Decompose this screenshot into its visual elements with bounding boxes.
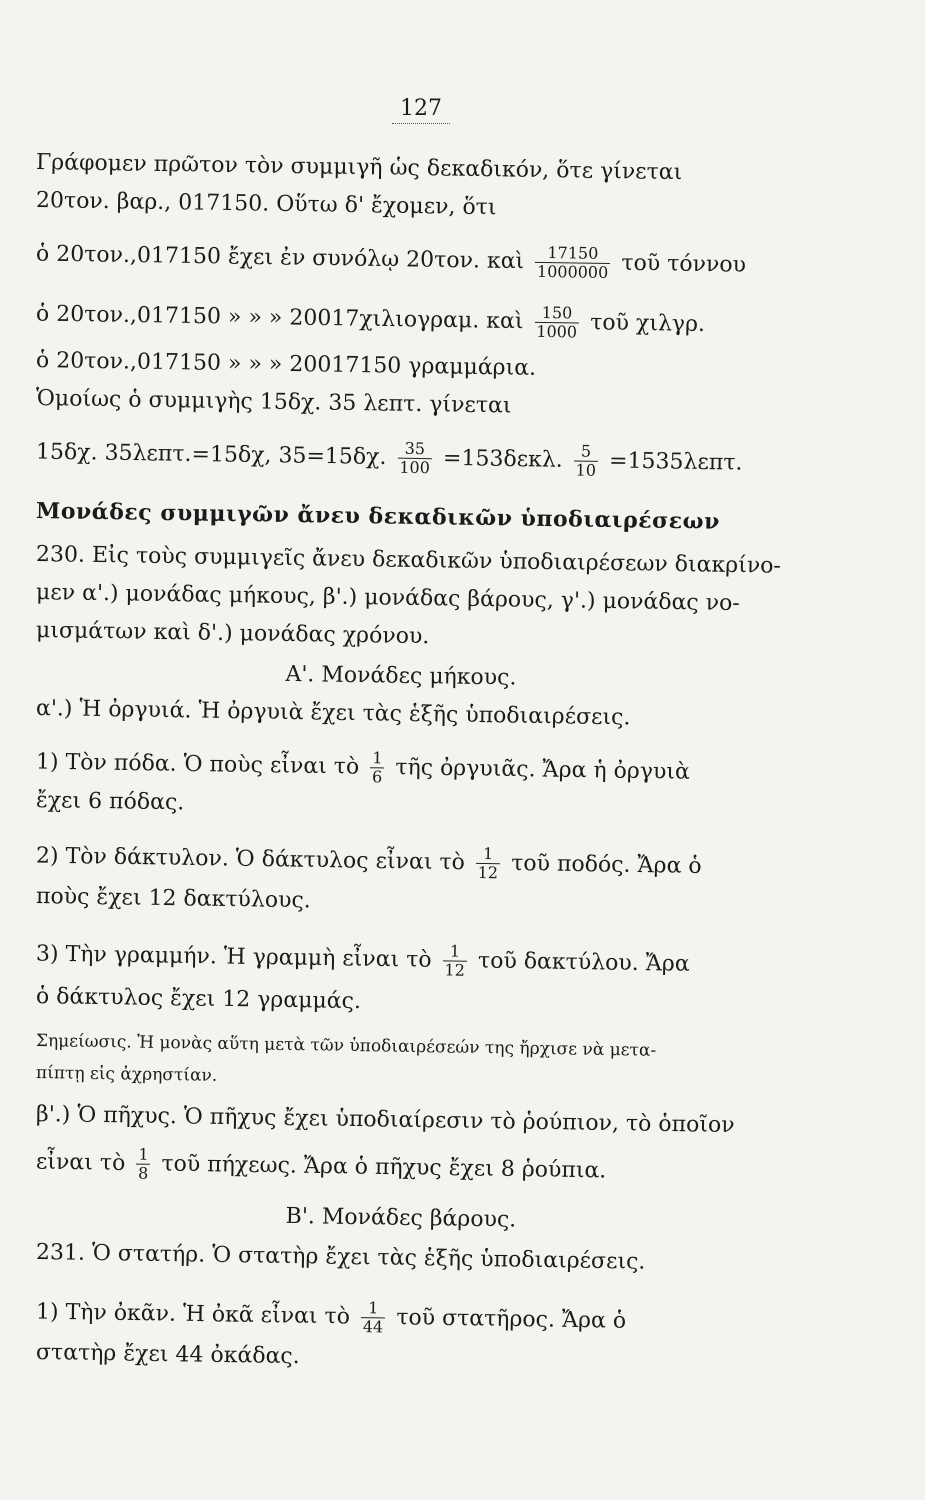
equation-line xyxy=(36,296,766,344)
numerator: 35 xyxy=(397,440,432,460)
fraction xyxy=(370,749,385,786)
numerator: 1 xyxy=(361,1299,386,1318)
text-line: ὁ δάκτυλος ἔχει 12 γραμμάς. xyxy=(35,984,362,1015)
text-line xyxy=(36,744,766,792)
fraction xyxy=(397,440,432,478)
numerator: 1 xyxy=(370,749,384,768)
equation-line: ὁ 20τον.,017150 » » » 20017150 γραμμάρια. xyxy=(35,348,537,381)
text-line: 231. Ὁ στατήρ. Ὁ στατὴρ ἔχει τὰς ἑξῆς ὑποδιαιρέσεις. xyxy=(35,1240,646,1275)
note-line: πίπτῃ εἰς ἀχρηστίαν. xyxy=(35,1063,218,1086)
denominator: 10 xyxy=(575,460,597,480)
equation-text: τοῦ τόννου xyxy=(621,250,747,278)
item-text: 2) Τὸν δάκτυλον. Ὁ δάκτυλος εἶναι τὸ xyxy=(35,843,466,876)
item-text: 3) Τὴν γραμμήν. Ἡ γραμμὴ εἶναι τὸ xyxy=(35,941,432,973)
denominator: 44 xyxy=(362,1317,384,1337)
text-line: 230. Εἰς τοὺς συμμιγεῖς ἄνευ δεκαδικῶν ὑποδιαιρέσεων διακρίνο- xyxy=(35,542,782,579)
text-line xyxy=(36,838,766,886)
denominator: 1000000 xyxy=(536,261,609,282)
denominator: 12 xyxy=(444,960,466,980)
text-line: Γράφομεν πρῶτον τὸν συμμιγῆ ὡς δεκαδικόν, ὅτε γίνεται xyxy=(35,150,683,186)
denominator: 6 xyxy=(371,767,383,787)
equation-text: τοῦ χιλγρ. xyxy=(590,310,706,338)
equation-line xyxy=(36,236,766,284)
fraction xyxy=(573,442,598,479)
item-text: 1) Τὸν πόδα. Ὁ ποὺς εἶναι τὸ xyxy=(35,749,360,780)
fraction xyxy=(361,1299,386,1336)
numerator: 150 xyxy=(534,304,579,324)
equation-text: 15δχ. 35λεπτ.=15δχ, 35=15δχ. xyxy=(35,439,387,471)
text-line xyxy=(36,1294,766,1342)
numerator: 1 xyxy=(136,1146,150,1165)
item-text: τοῦ στατῆρος. Ἄρα ὁ xyxy=(396,1305,627,1334)
numerator: 5 xyxy=(574,442,599,461)
numerator: 1 xyxy=(476,845,501,864)
note-line: Σημείωσις. Ἡ μονὰς αὕτη μετὰ τῶν ὑποδιαιρέσεών της ἤρχισε νὰ μετα- xyxy=(35,1031,657,1061)
text-line xyxy=(36,1144,766,1192)
item-text: τοῦ πήχεως. Ἄρα ὁ πῆχυς ἔχει 8 ῥούπια. xyxy=(161,1151,607,1184)
fraction xyxy=(535,244,611,282)
denominator: 8 xyxy=(137,1163,149,1183)
text-line: στατὴρ ἔχει 44 ὀκάδας. xyxy=(35,1340,300,1370)
equation-text: =153δεκλ. xyxy=(442,445,563,473)
denominator: 100 xyxy=(399,457,431,478)
numerator: 1 xyxy=(443,942,468,961)
fraction xyxy=(442,942,467,979)
subsection-heading: Α'. Μονάδες μήκους. xyxy=(285,661,517,691)
page-number: 127 xyxy=(392,96,450,124)
item-text: τοῦ δακτύλου. Ἄρα xyxy=(477,948,690,977)
text-line: Ὁμοίως ὁ συμμιγὴς 15δχ. 35 λεπτ. γίνεται xyxy=(35,386,512,419)
fraction xyxy=(534,304,579,342)
denominator: 12 xyxy=(477,862,499,883)
item-text: τοῦ ποδός. Ἄρα ὁ xyxy=(511,850,702,879)
text-line: μισμάτων καὶ δ'.) μονάδας χρόνου. xyxy=(35,618,430,650)
equation-line xyxy=(36,434,766,482)
text-line: ἔχει 6 πόδας. xyxy=(35,788,185,816)
numerator: 17150 xyxy=(535,244,611,264)
text-line: α'.) Ἡ ὀργυιά. Ἡ ὀργυιὰ ἔχει τὰς ἑξῆς ὑποδιαιρέσεις. xyxy=(35,696,631,731)
item-text: 1) Τὴν ὀκᾶν. Ἡ ὀκᾶ εἶναι τὸ xyxy=(35,1299,351,1330)
text-line: ποὺς ἔχει 12 δακτύλους. xyxy=(35,884,311,914)
text-line: 20τον. βαρ., 017150. Οὕτω δ' ἔχομεν, ὅτι xyxy=(35,188,497,221)
text-line: μεν α'.) μονάδας μήκους, β'.) μονάδας βάρους, γ'.) μονάδας νο- xyxy=(35,580,740,617)
equation-text: ὁ 20τον.,017150 » » » 20017χιλιογραμ. καὶ xyxy=(35,301,524,335)
subsection-heading: Β'. Μονάδες βάρους. xyxy=(285,1203,517,1233)
equation-text: ὁ 20τον.,017150 ἔχει ἐν συνόλῳ 20τον. καὶ xyxy=(35,241,525,275)
text-line xyxy=(36,936,766,984)
item-text: τῆς ὀργυιᾶς. Ἄρα ἡ ὀργυιὰ xyxy=(395,755,690,785)
fraction xyxy=(476,845,501,882)
text-line: β'.) Ὁ πῆχυς. Ὁ πῆχυς ἔχει ὑποδιαίρεσιν τὸ ῥούπιον, τὸ ὁποῖον xyxy=(35,1102,735,1138)
section-heading: Μονάδες συμμιγῶν ἄνευ δεκαδικῶν ὑποδιαιρέσεων xyxy=(35,498,721,535)
denominator: 1000 xyxy=(536,321,578,342)
fraction xyxy=(136,1146,151,1183)
equation-text: =1535λεπτ. xyxy=(608,448,743,476)
item-text: εἶναι τὸ xyxy=(35,1149,126,1176)
